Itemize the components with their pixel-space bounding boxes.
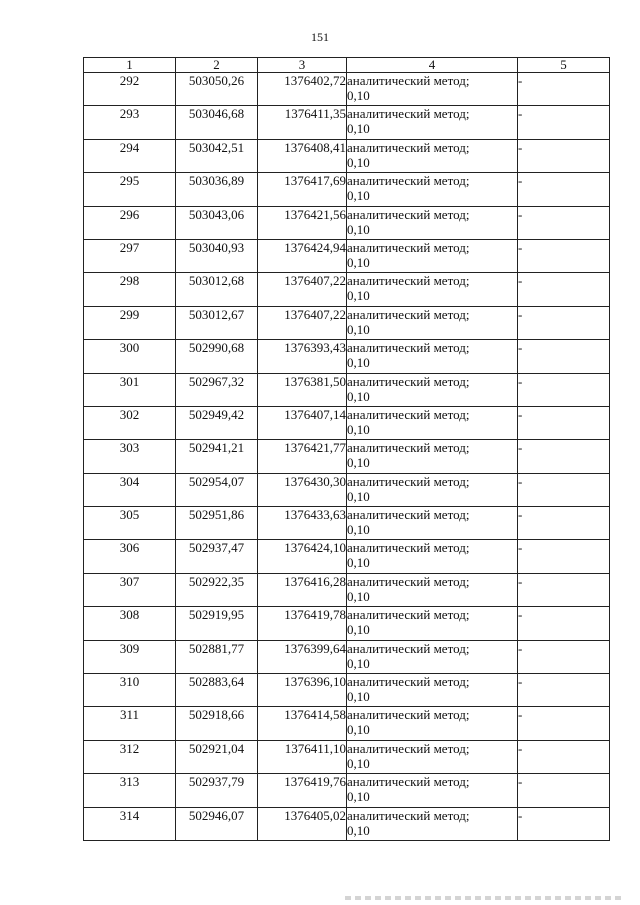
table-row: [84, 707, 610, 740]
x-coordinate-cell: 502951,86: [176, 507, 258, 540]
table-row: [84, 440, 610, 473]
method-text: аналитический метод;: [347, 306, 470, 322]
note-cell: -: [518, 139, 610, 172]
method-cell: [347, 139, 518, 172]
method-text: аналитический метод;: [347, 340, 470, 356]
point-number-cell: 301: [84, 373, 176, 406]
table-row: [84, 373, 610, 406]
method-text: аналитический метод;: [347, 640, 470, 656]
table-row: [84, 139, 610, 172]
table-row: [84, 607, 610, 640]
point-number-cell: 311: [84, 707, 176, 740]
point-number-cell: 309: [84, 640, 176, 673]
x-coordinate-cell: 503042,51: [176, 139, 258, 172]
y-coordinate-cell: 1376421,77: [258, 440, 347, 473]
y-coordinate-cell: 1376433,63: [258, 507, 347, 540]
point-number-cell: 296: [84, 206, 176, 239]
y-coordinate-cell: 1376411,35: [258, 106, 347, 139]
method-cell: [347, 807, 518, 840]
accuracy-text: 0,10: [347, 154, 370, 170]
method-text: аналитический метод;: [347, 440, 470, 456]
y-coordinate-cell: 1376402,72: [258, 73, 347, 106]
note-cell: -: [518, 340, 610, 373]
point-number-cell: 306: [84, 540, 176, 573]
method-cell: [347, 507, 518, 540]
method-cell: [347, 406, 518, 439]
table-row: [84, 640, 610, 673]
method-text: аналитический метод;: [347, 540, 470, 556]
method-text: аналитический метод;: [347, 774, 470, 790]
y-coordinate-cell: 1376407,22: [258, 306, 347, 339]
method-text: аналитический метод;: [347, 373, 470, 389]
method-cell: [347, 239, 518, 272]
x-coordinate-cell: 502918,66: [176, 707, 258, 740]
method-text: аналитический метод;: [347, 73, 470, 88]
note-cell: -: [518, 73, 610, 106]
header-col-1: 1: [84, 58, 176, 73]
accuracy-text: 0,10: [347, 388, 370, 404]
accuracy-text: 0,10: [347, 755, 370, 771]
table-header-row: [84, 58, 610, 73]
point-number-cell: 295: [84, 173, 176, 206]
point-number-cell: 305: [84, 507, 176, 540]
method-text: аналитический метод;: [347, 273, 470, 289]
x-coordinate-cell: 503046,68: [176, 106, 258, 139]
table-body: [84, 73, 610, 841]
method-text: аналитический метод;: [347, 674, 470, 690]
note-cell: -: [518, 607, 610, 640]
accuracy-text: 0,10: [347, 321, 370, 337]
point-number-cell: 294: [84, 139, 176, 172]
note-cell: -: [518, 540, 610, 573]
accuracy-text: 0,10: [347, 188, 370, 204]
accuracy-text: 0,10: [347, 221, 370, 237]
x-coordinate-cell: 502921,04: [176, 740, 258, 773]
accuracy-text: 0,10: [347, 789, 370, 805]
x-coordinate-cell: 503043,06: [176, 206, 258, 239]
table-row: [84, 507, 610, 540]
note-cell: -: [518, 507, 610, 540]
accuracy-text: 0,10: [347, 421, 370, 437]
note-cell: -: [518, 406, 610, 439]
note-cell: -: [518, 707, 610, 740]
table-row: [84, 340, 610, 373]
method-cell: [347, 306, 518, 339]
note-cell: -: [518, 774, 610, 807]
note-cell: -: [518, 473, 610, 506]
note-cell: -: [518, 373, 610, 406]
method-text: аналитический метод;: [347, 607, 470, 623]
y-coordinate-cell: 1376396,10: [258, 674, 347, 707]
method-cell: [347, 473, 518, 506]
x-coordinate-cell: 502937,79: [176, 774, 258, 807]
method-cell: [347, 206, 518, 239]
table-row: [84, 740, 610, 773]
method-text: аналитический метод;: [347, 406, 470, 422]
point-number-cell: 304: [84, 473, 176, 506]
table-row: [84, 473, 610, 506]
note-cell: -: [518, 206, 610, 239]
method-cell: [347, 607, 518, 640]
method-text: аналитический метод;: [347, 139, 470, 155]
method-cell: [347, 273, 518, 306]
table-row: [84, 674, 610, 707]
point-number-cell: 314: [84, 807, 176, 840]
footer-scan-mark: [345, 896, 625, 900]
note-cell: -: [518, 239, 610, 272]
method-text: аналитический метод;: [347, 239, 470, 255]
table-row: [84, 239, 610, 272]
header-col-4: 4: [347, 58, 518, 73]
y-coordinate-cell: 1376407,22: [258, 273, 347, 306]
y-coordinate-cell: 1376381,50: [258, 373, 347, 406]
method-cell: [347, 106, 518, 139]
header-col-3: 3: [258, 58, 347, 73]
y-coordinate-cell: 1376393,43: [258, 340, 347, 373]
y-coordinate-cell: 1376407,14: [258, 406, 347, 439]
method-text: аналитический метод;: [347, 573, 470, 589]
method-cell: [347, 640, 518, 673]
method-cell: [347, 340, 518, 373]
x-coordinate-cell: 502941,21: [176, 440, 258, 473]
method-cell: [347, 674, 518, 707]
method-cell: [347, 540, 518, 573]
method-text: аналитический метод;: [347, 106, 470, 122]
point-number-cell: 310: [84, 674, 176, 707]
table-row: [84, 73, 610, 106]
point-number-cell: 302: [84, 406, 176, 439]
point-number-cell: 297: [84, 239, 176, 272]
method-cell: [347, 774, 518, 807]
y-coordinate-cell: 1376430,30: [258, 473, 347, 506]
accuracy-text: 0,10: [347, 622, 370, 638]
point-number-cell: 293: [84, 106, 176, 139]
method-text: аналитический метод;: [347, 740, 470, 756]
accuracy-text: 0,10: [347, 288, 370, 304]
x-coordinate-cell: 503036,89: [176, 173, 258, 206]
method-cell: [347, 173, 518, 206]
point-number-cell: 312: [84, 740, 176, 773]
x-coordinate-cell: 503050,26: [176, 73, 258, 106]
point-number-cell: 307: [84, 573, 176, 606]
accuracy-text: 0,10: [347, 254, 370, 270]
y-coordinate-cell: 1376419,78: [258, 607, 347, 640]
method-cell: [347, 440, 518, 473]
x-coordinate-cell: 502946,07: [176, 807, 258, 840]
coordinates-table: [83, 57, 610, 841]
accuracy-text: 0,10: [347, 121, 370, 137]
table-row: [84, 540, 610, 573]
accuracy-text: 0,10: [347, 555, 370, 571]
note-cell: -: [518, 440, 610, 473]
point-number-cell: 308: [84, 607, 176, 640]
x-coordinate-cell: 502990,68: [176, 340, 258, 373]
method-cell: [347, 740, 518, 773]
table-row: [84, 573, 610, 606]
x-coordinate-cell: 503012,68: [176, 273, 258, 306]
note-cell: -: [518, 573, 610, 606]
y-coordinate-cell: 1376416,28: [258, 573, 347, 606]
x-coordinate-cell: 503040,93: [176, 239, 258, 272]
table-row: [84, 807, 610, 840]
method-text: аналитический метод;: [347, 206, 470, 222]
table-row: [84, 106, 610, 139]
table-row: [84, 306, 610, 339]
accuracy-text: 0,10: [347, 822, 370, 838]
note-cell: -: [518, 640, 610, 673]
y-coordinate-cell: 1376408,41: [258, 139, 347, 172]
x-coordinate-cell: 502919,95: [176, 607, 258, 640]
accuracy-text: 0,10: [347, 455, 370, 471]
x-coordinate-cell: 502922,35: [176, 573, 258, 606]
header-col-2: 2: [176, 58, 258, 73]
note-cell: -: [518, 306, 610, 339]
x-coordinate-cell: 502967,32: [176, 373, 258, 406]
accuracy-text: 0,10: [347, 522, 370, 538]
accuracy-text: 0,10: [347, 722, 370, 738]
point-number-cell: 299: [84, 306, 176, 339]
method-text: аналитический метод;: [347, 173, 470, 189]
method-text: аналитический метод;: [347, 473, 470, 489]
x-coordinate-cell: 502937,47: [176, 540, 258, 573]
header-col-5: 5: [518, 58, 610, 73]
accuracy-text: 0,10: [347, 655, 370, 671]
point-number-cell: 300: [84, 340, 176, 373]
accuracy-text: 0,10: [347, 88, 370, 103]
x-coordinate-cell: 502949,42: [176, 406, 258, 439]
y-coordinate-cell: 1376414,58: [258, 707, 347, 740]
table-row: [84, 206, 610, 239]
table-row: [84, 774, 610, 807]
y-coordinate-cell: 1376399,64: [258, 640, 347, 673]
accuracy-text: 0,10: [347, 355, 370, 371]
note-cell: -: [518, 740, 610, 773]
page-number: 151: [311, 30, 329, 44]
y-coordinate-cell: 1376411,10: [258, 740, 347, 773]
x-coordinate-cell: 502954,07: [176, 473, 258, 506]
point-number-cell: 298: [84, 273, 176, 306]
method-cell: [347, 707, 518, 740]
accuracy-text: 0,10: [347, 689, 370, 705]
y-coordinate-cell: 1376421,56: [258, 206, 347, 239]
method-text: аналитический метод;: [347, 507, 470, 523]
x-coordinate-cell: 502883,64: [176, 674, 258, 707]
y-coordinate-cell: 1376424,10: [258, 540, 347, 573]
method-cell: [347, 573, 518, 606]
table-row: [84, 406, 610, 439]
note-cell: -: [518, 674, 610, 707]
table-row: [84, 173, 610, 206]
method-text: аналитический метод;: [347, 807, 470, 823]
note-cell: -: [518, 106, 610, 139]
point-number-cell: 303: [84, 440, 176, 473]
method-cell: [347, 73, 518, 106]
table-row: [84, 273, 610, 306]
x-coordinate-cell: 502881,77: [176, 640, 258, 673]
accuracy-text: 0,10: [347, 488, 370, 504]
method-text: аналитический метод;: [347, 707, 470, 723]
y-coordinate-cell: 1376417,69: [258, 173, 347, 206]
x-coordinate-cell: 503012,67: [176, 306, 258, 339]
accuracy-text: 0,10: [347, 588, 370, 604]
y-coordinate-cell: 1376424,94: [258, 239, 347, 272]
note-cell: -: [518, 807, 610, 840]
method-cell: [347, 373, 518, 406]
y-coordinate-cell: 1376419,76: [258, 774, 347, 807]
point-number-cell: 313: [84, 774, 176, 807]
note-cell: -: [518, 173, 610, 206]
point-number-cell: 292: [84, 73, 176, 106]
note-cell: -: [518, 273, 610, 306]
y-coordinate-cell: 1376405,02: [258, 807, 347, 840]
